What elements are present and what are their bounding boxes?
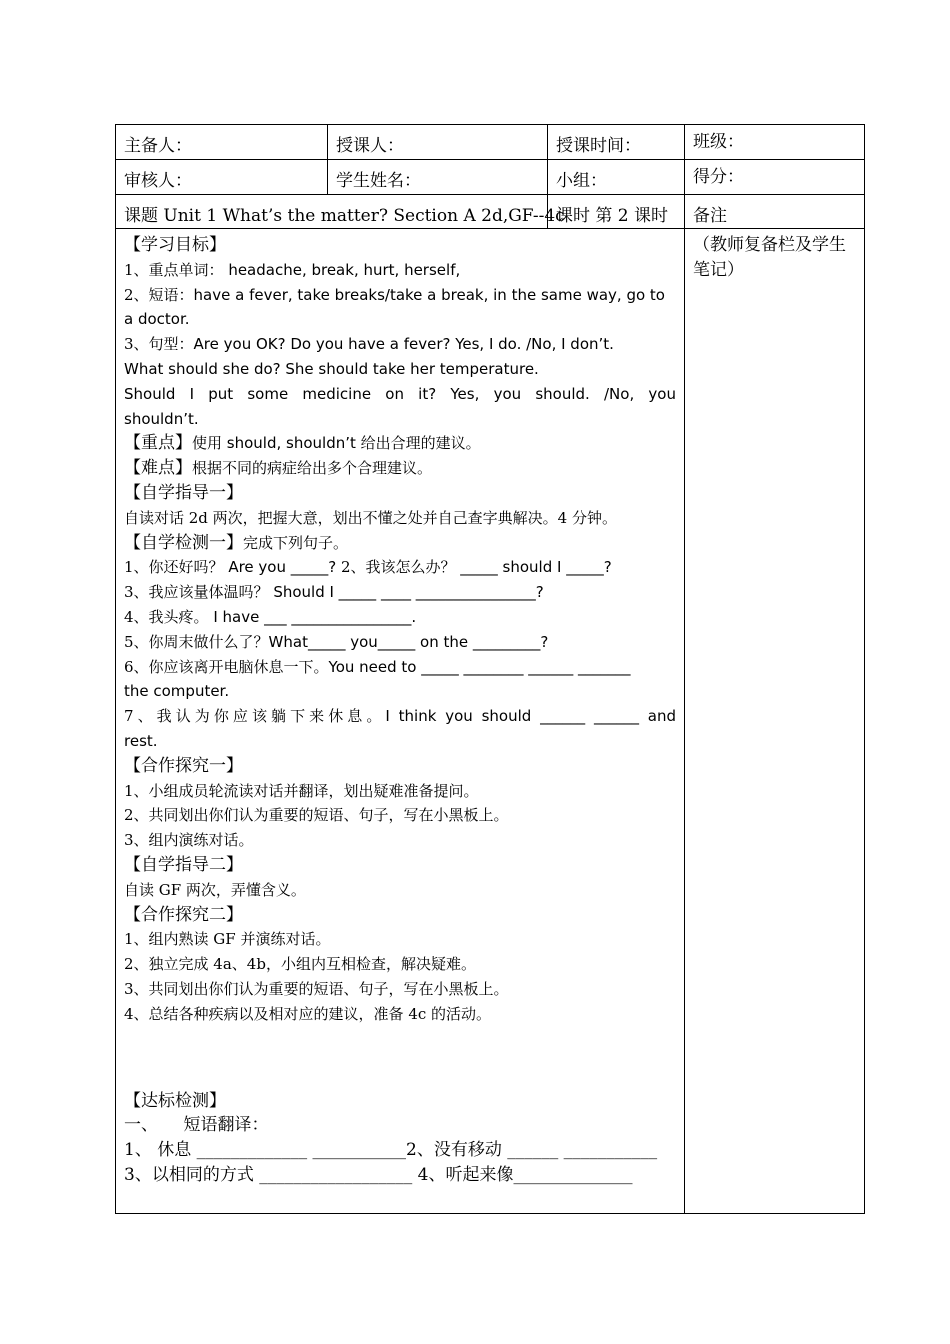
header-row-1 — [116, 125, 865, 160]
teacher-notes-label: （教师复备栏及学生笔记） — [693, 235, 846, 280]
teacher-cell: 授课人： — [328, 125, 548, 160]
cooperation-2-heading: 【合作探究二】 — [124, 904, 243, 925]
cooperation-1-item-2: 2、共同划出你们认为重要的短语、句子，写在小黑板上。 — [124, 806, 509, 825]
lesson-time-cell: 授课时间： — [548, 125, 685, 160]
phrase-translation-heading: 一、 短语翻译： — [124, 1115, 269, 1136]
cooperation-1-heading: 【合作探究一】 — [124, 755, 243, 776]
cooperation-1-item-1: 1、小组成员轮流读对话并翻译，划出疑难准备提问。 — [124, 781, 479, 800]
lead-preparer-cell: 主备人： — [116, 125, 328, 160]
self-study-guide-2-text: 自读 GF 两次，弄懂含义。 — [124, 880, 306, 899]
remarks-cell: 备注 — [685, 195, 865, 229]
cooperation-2-item-3: 3、共同划出你们认为重要的短语、句子，写在小黑板上。 — [124, 979, 509, 998]
class-cell: 班级： — [685, 125, 865, 160]
exercise-7-end: rest. — [124, 731, 158, 750]
goal-sentence-3: Should I put some medicine on it? Yes, you should. /No, you — [124, 384, 676, 403]
exercise-7: 7、我认为你应该躺下来休息。I think you should ______ ______ and — [124, 707, 677, 726]
key-point: 【重点】使用 should, shouldn’t 给出合理的建议。 — [124, 433, 481, 454]
blank-space — [124, 1027, 676, 1089]
translation-items-1-2: 1、 休息 _____________ ___________2、没有移动 ______ ___________ — [124, 1140, 658, 1161]
cooperation-1-item-3: 3、组内演练对话。 — [124, 831, 254, 850]
assessment-heading: 【达标检测】 — [124, 1090, 226, 1111]
period-cell: 课时 第 2 课时 — [548, 195, 685, 229]
teacher-notes-cell — [685, 229, 865, 1214]
difficult-point: 【难点】根据不同的病症给出多个合理建议。 — [124, 458, 433, 479]
self-study-guide-1-text: 自读对话 2d 两次，把握大意，划出不懂之处并自己查字典解决。4 分钟。 — [124, 508, 617, 527]
group-cell: 小组： — [548, 160, 685, 195]
header-row-3 — [116, 195, 865, 229]
exercise-3: 3、我应该量体温吗？ Should I _____ ____ ________________? — [124, 583, 544, 602]
self-check-1-heading: 【自学检测一】完成下列句子。 — [124, 532, 349, 553]
exercise-5: 5、你周末做什么了？What_____ you_____ on the _________? — [124, 632, 549, 651]
goal-sentence-2: What should she do? She should take her temperature. — [124, 359, 539, 378]
lesson-plan-table — [115, 124, 865, 1214]
exercise-4: 4、我头疼。 I have ___ ________________. — [124, 607, 417, 626]
self-study-guide-2-heading: 【自学指导二】 — [124, 854, 243, 875]
header-row-2 — [116, 160, 865, 195]
self-study-guide-1-heading: 【自学指导一】 — [124, 482, 243, 503]
goal-sentences: 3、句型：Are you OK? Do you have a fever? Yes, I do. /No, I don’t. — [124, 335, 614, 354]
cooperation-2-item-1: 1、组内熟读 GF 并演练对话。 — [124, 930, 331, 949]
cooperation-2-item-4: 4、总结各种疾病以及相对应的建议，准备 4c 的活动。 — [124, 1004, 492, 1023]
cooperation-2-item-2: 2、独立完成 4a、4b，小组内互相检查，解决疑难。 — [124, 955, 476, 974]
student-name-cell: 学生姓名： — [328, 160, 548, 195]
goal-phrases: 2、短语：have a fever, take breaks/take a break, in the same way, go to a doctor. — [124, 285, 665, 329]
exercise-6: 6、你应该离开电脑休息一下。You need to _____ ________ ______ _______ — [124, 657, 631, 676]
score-cell: 得分： — [685, 160, 865, 195]
goal-sentence-3-end: shouldn’t. — [124, 409, 199, 428]
lesson-content-cell — [116, 229, 685, 1214]
goal-key-words: 1、重点单词： headache, break, hurt, herself, — [124, 260, 461, 279]
translation-items-3-4: 3、以相同的方式 __________________ 4、听起来像______________ — [124, 1164, 633, 1185]
exercise-1-2: 1、你还好吗？ Are you _____? 2、我该怎么办？ _____ should I _____? — [124, 558, 612, 577]
exercise-6-end: the computer. — [124, 682, 230, 701]
content-row — [116, 229, 865, 1214]
learning-goals-heading: 【学习目标】 — [124, 235, 226, 255]
reviewer-cell: 审核人： — [116, 160, 328, 195]
lesson-topic-cell: 课题 Unit 1 What’s the matter? Section A 2d,GF--4c — [116, 195, 548, 229]
